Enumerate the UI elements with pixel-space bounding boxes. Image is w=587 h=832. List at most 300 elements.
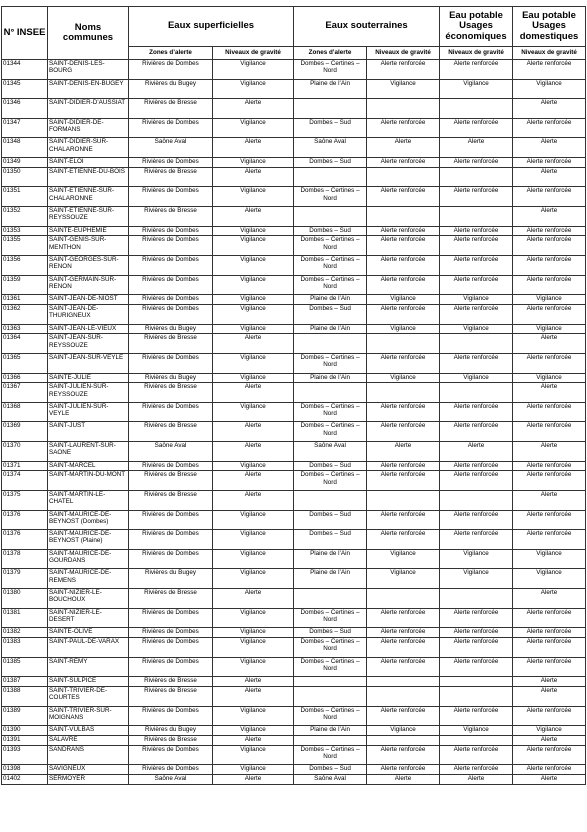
- commune-cell: SANDRANS: [48, 745, 129, 765]
- insee-cell: 01398: [2, 765, 48, 775]
- gravite-souterraine-cell: [367, 735, 440, 745]
- gravite-souterraine-cell: Alerte renforcée: [367, 157, 440, 167]
- zone-superficielle-cell: Rivières de Dombes: [129, 628, 213, 638]
- gravite-economique-cell: Vigilance: [440, 79, 513, 99]
- zone-superficielle-cell: Rivières de Dombes: [129, 530, 213, 550]
- insee-cell: 01382: [2, 628, 48, 638]
- commune-cell: SAINT-JEAN-DE-THURIGNEUX: [48, 304, 129, 324]
- zone-superficielle-cell: Rivières de Dombes: [129, 638, 213, 658]
- gravite-domestique-cell: Alerte renforcée: [513, 530, 586, 550]
- gravite-economique-cell: Alerte renforcée: [440, 402, 513, 422]
- gravite-superficielle-cell: Alerte: [213, 775, 294, 785]
- gravite-souterraine-cell: [367, 99, 440, 119]
- gravite-souterraine-cell: [367, 167, 440, 187]
- zone-souterraine-cell: Dombes – Certines – Nord: [294, 706, 367, 726]
- commune-cell: SAVIGNEUX: [48, 765, 129, 775]
- gravite-superficielle-cell: Alerte: [213, 442, 294, 462]
- gravite-souterraine-cell: Alerte renforcée: [367, 745, 440, 765]
- commune-cell: SAINT-NIZIER-LE-DESERT: [48, 608, 129, 628]
- table-row: [2, 79, 586, 99]
- insee-cell: 01389: [2, 706, 48, 726]
- gravite-domestique-cell: Alerte renforcée: [513, 657, 586, 677]
- insee-cell: 01371: [2, 461, 48, 471]
- table-row: [2, 461, 586, 471]
- gravite-economique-cell: Alerte renforcée: [440, 157, 513, 167]
- zone-superficielle-cell: Saône Aval: [129, 138, 213, 158]
- gravite-economique-cell: Alerte renforcée: [440, 422, 513, 442]
- insee-cell: 01393: [2, 745, 48, 765]
- zone-souterraine-cell: Dombes – Certines – Nord: [294, 402, 367, 422]
- gravite-souterraine-cell: Alerte: [367, 775, 440, 785]
- zone-souterraine-cell: Dombes – Certines – Nord: [294, 60, 367, 80]
- gravite-economique-cell: [440, 589, 513, 609]
- commune-cell: SAINT-GEORGES-SUR-RENON: [48, 255, 129, 275]
- insee-cell: 01368: [2, 402, 48, 422]
- gravite-souterraine-cell: Alerte: [367, 138, 440, 158]
- gravite-economique-cell: [440, 735, 513, 745]
- commune-cell: SAINT-MAURICE-DE-GOURDANS: [48, 549, 129, 569]
- insee-cell: 01379: [2, 569, 48, 589]
- insee-cell: 01378: [2, 549, 48, 569]
- gravite-souterraine-cell: Alerte renforcée: [367, 657, 440, 677]
- gravite-superficielle-cell: Vigilance: [213, 226, 294, 236]
- insee-cell: 01346: [2, 99, 48, 119]
- table-row: [2, 638, 586, 658]
- zone-souterraine-cell: Plaine de l’Ain: [294, 373, 367, 383]
- zone-souterraine-cell: Plaine de l’Ain: [294, 549, 367, 569]
- insee-cell: 01376: [2, 510, 48, 530]
- gravite-superficielle-cell: Vigilance: [213, 187, 294, 207]
- table-row: [2, 383, 586, 403]
- gravite-souterraine-cell: Alerte renforcée: [367, 118, 440, 138]
- header-communes: Noms communes: [48, 7, 129, 60]
- table-row: [2, 304, 586, 324]
- commune-cell: SAINT-GERMAIN-SUR-RENON: [48, 275, 129, 295]
- gravite-superficielle-cell: Vigilance: [213, 402, 294, 422]
- gravite-domestique-cell: Alerte: [513, 206, 586, 226]
- gravite-domestique-cell: Alerte renforcée: [513, 353, 586, 373]
- gravite-souterraine-cell: [367, 383, 440, 403]
- gravite-souterraine-cell: Vigilance: [367, 569, 440, 589]
- gravite-superficielle-cell: Vigilance: [213, 569, 294, 589]
- table-row: [2, 99, 586, 119]
- zone-superficielle-cell: Rivières de Dombes: [129, 295, 213, 305]
- zone-souterraine-cell: Dombes – Certines – Nord: [294, 422, 367, 442]
- gravite-souterraine-cell: Alerte renforcée: [367, 353, 440, 373]
- gravite-souterraine-cell: [367, 491, 440, 511]
- insee-cell: 01375: [2, 491, 48, 511]
- commune-cell: SAINT-SULPICE: [48, 677, 129, 687]
- gravite-domestique-cell: Alerte renforcée: [513, 255, 586, 275]
- zone-souterraine-cell: Dombes – Certines – Nord: [294, 608, 367, 628]
- gravite-economique-cell: Alerte: [440, 775, 513, 785]
- zone-superficielle-cell: Rivières de Dombes: [129, 226, 213, 236]
- table-row: [2, 187, 586, 207]
- gravite-economique-cell: Alerte renforcée: [440, 353, 513, 373]
- zone-superficielle-cell: Saône Aval: [129, 775, 213, 785]
- zone-superficielle-cell: Rivières de Bresse: [129, 589, 213, 609]
- zone-superficielle-cell: Rivières du Bugey: [129, 373, 213, 383]
- table-row: [2, 745, 586, 765]
- gravite-economique-cell: Alerte renforcée: [440, 461, 513, 471]
- commune-cell: SAINT-NIZIER-LE-BOUCHOUX: [48, 589, 129, 609]
- zone-souterraine-cell: [294, 589, 367, 609]
- zone-souterraine-cell: Dombes – Certines – Nord: [294, 471, 367, 491]
- zone-superficielle-cell: Rivières de Bresse: [129, 471, 213, 491]
- gravite-economique-cell: Alerte renforcée: [440, 60, 513, 80]
- zone-superficielle-cell: Rivières de Dombes: [129, 402, 213, 422]
- table-row: [2, 157, 586, 167]
- zone-superficielle-cell: Rivières de Bresse: [129, 334, 213, 354]
- gravite-economique-cell: Alerte renforcée: [440, 510, 513, 530]
- zone-souterraine-cell: Dombes – Certines – Nord: [294, 745, 367, 765]
- gravite-economique-cell: Alerte renforcée: [440, 638, 513, 658]
- gravite-souterraine-cell: Alerte renforcée: [367, 765, 440, 775]
- restrictions-table: [1, 6, 586, 785]
- gravite-economique-cell: [440, 677, 513, 687]
- gravite-domestique-cell: Alerte: [513, 442, 586, 462]
- gravite-domestique-cell: Alerte: [513, 99, 586, 119]
- table-row: [2, 442, 586, 462]
- gravite-economique-cell: Alerte renforcée: [440, 628, 513, 638]
- gravite-superficielle-cell: Vigilance: [213, 657, 294, 677]
- commune-cell: SERMOYER: [48, 775, 129, 785]
- zone-superficielle-cell: Rivières de Dombes: [129, 657, 213, 677]
- table-row: [2, 324, 586, 334]
- commune-cell: SAINT-ETIENNE-DU-BOIS: [48, 167, 129, 187]
- commune-cell: SAINT-DIDIER-DE-FORMANS: [48, 118, 129, 138]
- commune-cell: SAINT-JEAN-LE-VIEUX: [48, 324, 129, 334]
- gravite-domestique-cell: Alerte renforcée: [513, 422, 586, 442]
- subheader-gravite-economiques: Niveaux de gravité: [440, 47, 513, 60]
- gravite-superficielle-cell: Alerte: [213, 334, 294, 354]
- commune-cell: SAINT-LAURENT-SUR-SAONE: [48, 442, 129, 462]
- table-row: [2, 608, 586, 628]
- gravite-domestique-cell: Alerte: [513, 138, 586, 158]
- zone-souterraine-cell: [294, 491, 367, 511]
- commune-cell: SAINT-JEAN-SUR-REYSSOUZE: [48, 334, 129, 354]
- zone-souterraine-cell: Plaine de l’Ain: [294, 79, 367, 99]
- gravite-souterraine-cell: Alerte renforcée: [367, 275, 440, 295]
- subheader-gravite-superficielles: Niveaux de gravité: [213, 47, 294, 60]
- table-row: [2, 334, 586, 354]
- gravite-superficielle-cell: Vigilance: [213, 461, 294, 471]
- gravite-souterraine-cell: Alerte renforcée: [367, 422, 440, 442]
- gravite-superficielle-cell: Vigilance: [213, 353, 294, 373]
- gravite-domestique-cell: Alerte renforcée: [513, 765, 586, 775]
- gravite-souterraine-cell: [367, 589, 440, 609]
- table-row: [2, 138, 586, 158]
- gravite-souterraine-cell: [367, 677, 440, 687]
- gravite-domestique-cell: Alerte renforcée: [513, 471, 586, 491]
- commune-cell: SAINTE-OLIVE: [48, 628, 129, 638]
- gravite-superficielle-cell: Vigilance: [213, 638, 294, 658]
- zone-souterraine-cell: Saône Aval: [294, 442, 367, 462]
- gravite-superficielle-cell: Vigilance: [213, 236, 294, 256]
- insee-cell: 01349: [2, 157, 48, 167]
- gravite-superficielle-cell: Vigilance: [213, 157, 294, 167]
- table-row: [2, 491, 586, 511]
- zone-superficielle-cell: Rivières de Dombes: [129, 353, 213, 373]
- table-row: [2, 657, 586, 677]
- gravite-domestique-cell: Alerte renforcée: [513, 304, 586, 324]
- zone-souterraine-cell: Dombes – Sud: [294, 118, 367, 138]
- insee-cell: 01363: [2, 324, 48, 334]
- table-row: [2, 628, 586, 638]
- zone-souterraine-cell: [294, 735, 367, 745]
- gravite-souterraine-cell: Alerte renforcée: [367, 60, 440, 80]
- gravite-domestique-cell: Alerte renforcée: [513, 706, 586, 726]
- gravite-souterraine-cell: Alerte renforcée: [367, 638, 440, 658]
- gravite-superficielle-cell: Vigilance: [213, 765, 294, 775]
- gravite-souterraine-cell: Alerte renforcée: [367, 236, 440, 256]
- table-row: [2, 255, 586, 275]
- insee-cell: 01355: [2, 236, 48, 256]
- zone-superficielle-cell: Rivières du Bugey: [129, 79, 213, 99]
- table-row: [2, 353, 586, 373]
- gravite-economique-cell: [440, 167, 513, 187]
- zone-superficielle-cell: Rivières de Bresse: [129, 735, 213, 745]
- zone-souterraine-cell: [294, 687, 367, 707]
- gravite-souterraine-cell: Alerte: [367, 442, 440, 462]
- insee-cell: 01376: [2, 530, 48, 550]
- gravite-superficielle-cell: Vigilance: [213, 255, 294, 275]
- zone-superficielle-cell: Rivières du Bugey: [129, 324, 213, 334]
- gravite-economique-cell: Vigilance: [440, 373, 513, 383]
- commune-cell: SAINT-MARTIN-LE-CHATEL: [48, 491, 129, 511]
- gravite-domestique-cell: Alerte: [513, 491, 586, 511]
- gravite-economique-cell: [440, 687, 513, 707]
- gravite-souterraine-cell: Vigilance: [367, 726, 440, 736]
- commune-cell: SAINT-DENIS-EN-BUGEY: [48, 79, 129, 99]
- header-insee: N° INSEE: [2, 7, 48, 60]
- table-row: [2, 549, 586, 569]
- header-eau-potable-economiques: Eau potable Usages économiques: [440, 7, 513, 47]
- zone-souterraine-cell: Dombes – Certines – Nord: [294, 353, 367, 373]
- gravite-economique-cell: Alerte renforcée: [440, 118, 513, 138]
- gravite-economique-cell: Alerte renforcée: [440, 304, 513, 324]
- insee-cell: 01347: [2, 118, 48, 138]
- zone-souterraine-cell: Dombes – Sud: [294, 765, 367, 775]
- gravite-domestique-cell: Alerte: [513, 735, 586, 745]
- zone-souterraine-cell: Dombes – Certines – Nord: [294, 638, 367, 658]
- gravite-economique-cell: Alerte: [440, 442, 513, 462]
- gravite-economique-cell: Vigilance: [440, 295, 513, 305]
- gravite-economique-cell: Alerte renforcée: [440, 706, 513, 726]
- zone-superficielle-cell: Rivières de Bresse: [129, 383, 213, 403]
- gravite-superficielle-cell: Vigilance: [213, 79, 294, 99]
- gravite-economique-cell: Alerte renforcée: [440, 765, 513, 775]
- gravite-souterraine-cell: Vigilance: [367, 549, 440, 569]
- insee-cell: 01367: [2, 383, 48, 403]
- gravite-domestique-cell: Alerte renforcée: [513, 608, 586, 628]
- gravite-superficielle-cell: Vigilance: [213, 118, 294, 138]
- commune-cell: SAINT-JUST: [48, 422, 129, 442]
- table-row: [2, 687, 586, 707]
- insee-cell: 01348: [2, 138, 48, 158]
- gravite-superficielle-cell: Vigilance: [213, 295, 294, 305]
- zone-superficielle-cell: Rivières de Dombes: [129, 236, 213, 256]
- zone-superficielle-cell: Rivières de Bresse: [129, 677, 213, 687]
- zone-superficielle-cell: Rivières de Bresse: [129, 99, 213, 119]
- gravite-superficielle-cell: Alerte: [213, 422, 294, 442]
- zone-superficielle-cell: Rivières de Dombes: [129, 765, 213, 775]
- zone-superficielle-cell: Rivières de Bresse: [129, 687, 213, 707]
- gravite-superficielle-cell: Vigilance: [213, 304, 294, 324]
- zone-superficielle-cell: Rivières de Bresse: [129, 167, 213, 187]
- gravite-economique-cell: Alerte renforcée: [440, 471, 513, 491]
- zone-souterraine-cell: [294, 334, 367, 354]
- commune-cell: SAINT-MAURICE-DE-BEYNOST (Dombes): [48, 510, 129, 530]
- insee-cell: 01387: [2, 677, 48, 687]
- gravite-souterraine-cell: Alerte renforcée: [367, 608, 440, 628]
- gravite-souterraine-cell: Alerte renforcée: [367, 471, 440, 491]
- gravite-souterraine-cell: [367, 206, 440, 226]
- gravite-domestique-cell: Alerte renforcée: [513, 638, 586, 658]
- insee-cell: 01362: [2, 304, 48, 324]
- gravite-domestique-cell: Alerte renforcée: [513, 187, 586, 207]
- gravite-domestique-cell: Vigilance: [513, 726, 586, 736]
- table-row: [2, 765, 586, 775]
- table-row: [2, 167, 586, 187]
- gravite-superficielle-cell: Vigilance: [213, 373, 294, 383]
- insee-cell: 01344: [2, 60, 48, 80]
- gravite-economique-cell: Vigilance: [440, 549, 513, 569]
- insee-cell: 01361: [2, 295, 48, 305]
- gravite-domestique-cell: Alerte: [513, 167, 586, 187]
- gravite-economique-cell: [440, 491, 513, 511]
- subheader-gravite-domestiques: Niveaux de gravité: [513, 47, 586, 60]
- table-row: [2, 402, 586, 422]
- gravite-domestique-cell: Alerte: [513, 677, 586, 687]
- zone-superficielle-cell: Rivières de Dombes: [129, 157, 213, 167]
- subheader-zones-alerte-superficielles: Zones d’alerte: [129, 47, 213, 60]
- zone-souterraine-cell: Dombes – Certines – Nord: [294, 255, 367, 275]
- gravite-economique-cell: Alerte: [440, 138, 513, 158]
- zone-superficielle-cell: Rivières de Dombes: [129, 510, 213, 530]
- gravite-domestique-cell: Alerte renforcée: [513, 745, 586, 765]
- gravite-superficielle-cell: Alerte: [213, 687, 294, 707]
- gravite-souterraine-cell: Alerte renforcée: [367, 402, 440, 422]
- insee-cell: 01351: [2, 187, 48, 207]
- zone-superficielle-cell: Rivières de Dombes: [129, 608, 213, 628]
- gravite-superficielle-cell: Alerte: [213, 206, 294, 226]
- gravite-economique-cell: Vigilance: [440, 569, 513, 589]
- gravite-superficielle-cell: Vigilance: [213, 275, 294, 295]
- table-row: [2, 510, 586, 530]
- zone-superficielle-cell: Rivières de Dombes: [129, 549, 213, 569]
- table-row: [2, 60, 586, 80]
- commune-cell: SAINT-MAURICE-DE-REMENS: [48, 569, 129, 589]
- gravite-souterraine-cell: Alerte renforcée: [367, 510, 440, 530]
- gravite-economique-cell: Vigilance: [440, 324, 513, 334]
- zone-souterraine-cell: [294, 99, 367, 119]
- insee-cell: 01352: [2, 206, 48, 226]
- zone-souterraine-cell: Dombes – Sud: [294, 157, 367, 167]
- gravite-superficielle-cell: Vigilance: [213, 324, 294, 334]
- table-row: [2, 373, 586, 383]
- gravite-domestique-cell: Alerte: [513, 334, 586, 354]
- zone-souterraine-cell: [294, 677, 367, 687]
- gravite-superficielle-cell: Alerte: [213, 138, 294, 158]
- gravite-souterraine-cell: Alerte renforcée: [367, 226, 440, 236]
- commune-cell: SAINT-DIDIER-SUR-CHALARONNE: [48, 138, 129, 158]
- gravite-economique-cell: Alerte renforcée: [440, 530, 513, 550]
- zone-souterraine-cell: Dombes – Certines – Nord: [294, 657, 367, 677]
- commune-cell: SAINT-JEAN-DE-NIOST: [48, 295, 129, 305]
- insee-cell: 01364: [2, 334, 48, 354]
- table-row: [2, 589, 586, 609]
- gravite-domestique-cell: Vigilance: [513, 79, 586, 99]
- zone-souterraine-cell: Dombes – Certines – Nord: [294, 275, 367, 295]
- insee-cell: 01366: [2, 373, 48, 383]
- gravite-superficielle-cell: Vigilance: [213, 549, 294, 569]
- gravite-superficielle-cell: Alerte: [213, 383, 294, 403]
- gravite-superficielle-cell: Vigilance: [213, 628, 294, 638]
- commune-cell: SAINT-TRIVIER-SUR-MOIGNANS: [48, 706, 129, 726]
- gravite-domestique-cell: Vigilance: [513, 373, 586, 383]
- table-row: [2, 706, 586, 726]
- gravite-superficielle-cell: Vigilance: [213, 608, 294, 628]
- gravite-superficielle-cell: Alerte: [213, 677, 294, 687]
- commune-cell: SAINT-VULBAS: [48, 726, 129, 736]
- zone-souterraine-cell: Saône Aval: [294, 775, 367, 785]
- table-row: [2, 118, 586, 138]
- gravite-domestique-cell: Alerte renforcée: [513, 402, 586, 422]
- gravite-superficielle-cell: Alerte: [213, 167, 294, 187]
- gravite-economique-cell: Alerte renforcée: [440, 255, 513, 275]
- zone-superficielle-cell: Saône Aval: [129, 442, 213, 462]
- table-row: [2, 530, 586, 550]
- zone-souterraine-cell: Dombes – Sud: [294, 226, 367, 236]
- gravite-superficielle-cell: Alerte: [213, 589, 294, 609]
- gravite-economique-cell: Alerte renforcée: [440, 745, 513, 765]
- gravite-domestique-cell: Alerte renforcée: [513, 510, 586, 530]
- insee-cell: 01370: [2, 442, 48, 462]
- header-eaux-souterraines: Eaux souterraines: [294, 7, 440, 47]
- gravite-economique-cell: [440, 206, 513, 226]
- zone-souterraine-cell: Dombes – Sud: [294, 510, 367, 530]
- insee-cell: 01369: [2, 422, 48, 442]
- table-row: [2, 422, 586, 442]
- gravite-superficielle-cell: Vigilance: [213, 530, 294, 550]
- insee-cell: 01350: [2, 167, 48, 187]
- gravite-superficielle-cell: Alerte: [213, 491, 294, 511]
- gravite-economique-cell: Alerte renforcée: [440, 608, 513, 628]
- table-row: [2, 295, 586, 305]
- zone-souterraine-cell: Dombes – Sud: [294, 530, 367, 550]
- gravite-economique-cell: Alerte renforcée: [440, 187, 513, 207]
- zone-souterraine-cell: Dombes – Certines – Nord: [294, 187, 367, 207]
- zone-superficielle-cell: Rivières de Dombes: [129, 745, 213, 765]
- insee-cell: 01390: [2, 726, 48, 736]
- gravite-domestique-cell: Alerte renforcée: [513, 118, 586, 138]
- gravite-economique-cell: Alerte renforcée: [440, 236, 513, 256]
- table-row: [2, 569, 586, 589]
- zone-souterraine-cell: Plaine de l’Ain: [294, 726, 367, 736]
- zone-souterraine-cell: Plaine de l’Ain: [294, 324, 367, 334]
- gravite-domestique-cell: Alerte renforcée: [513, 236, 586, 256]
- commune-cell: SAINT-ETIENNE-SUR-CHALARONNE: [48, 187, 129, 207]
- table-row: [2, 471, 586, 491]
- zone-superficielle-cell: Rivières de Dombes: [129, 275, 213, 295]
- commune-cell: SAINT-MARTIN-DU-MONT: [48, 471, 129, 491]
- subheader-zones-alerte-souterraines: Zones d’alerte: [294, 47, 367, 60]
- zone-superficielle-cell: Rivières de Dombes: [129, 187, 213, 207]
- commune-cell: SALAVRE: [48, 735, 129, 745]
- gravite-souterraine-cell: Alerte renforcée: [367, 628, 440, 638]
- zone-superficielle-cell: Rivières de Bresse: [129, 422, 213, 442]
